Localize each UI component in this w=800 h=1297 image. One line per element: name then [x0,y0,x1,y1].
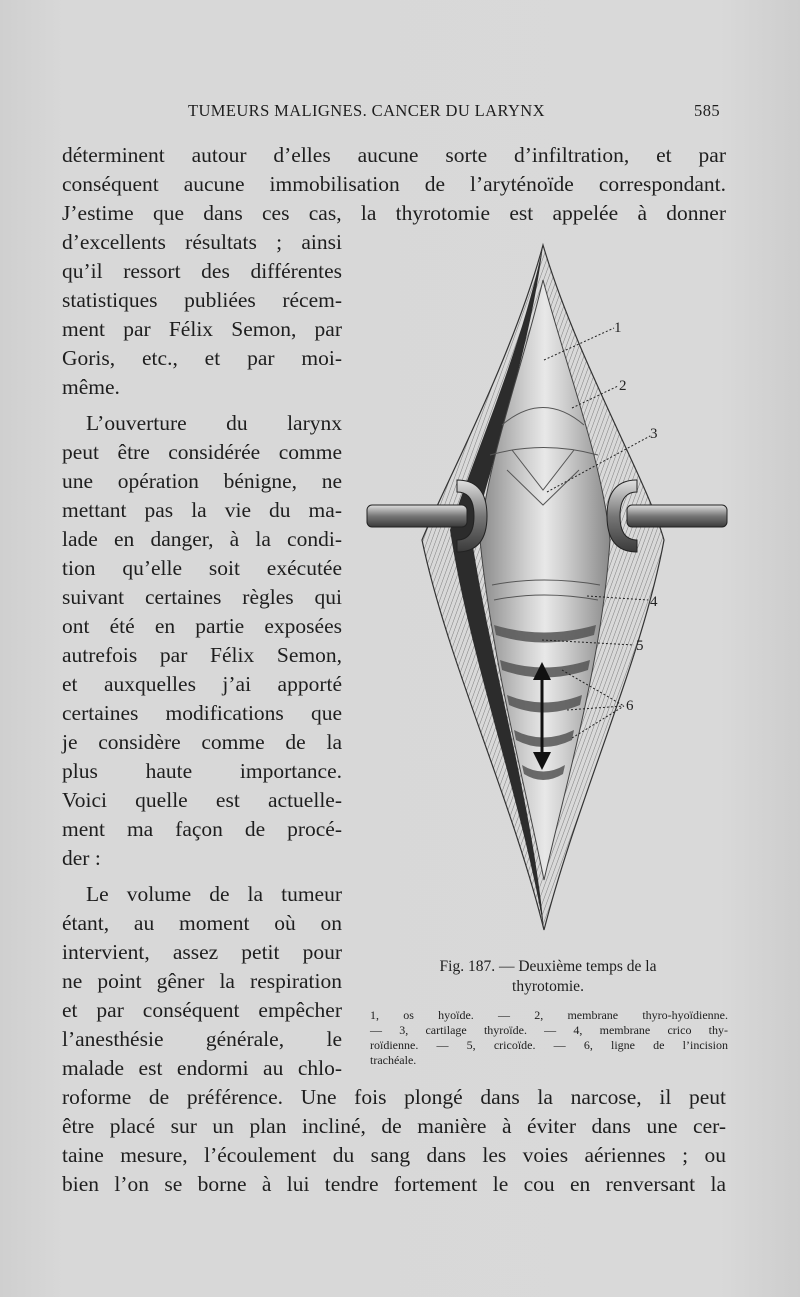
column-line: malade est endormi au chlo- [62,1056,342,1080]
body-line: être placé sur un plan incliné, de manière à éviter dans une cer- [62,1114,726,1138]
column-line: ment ma façon de procé- [62,817,342,841]
column-line: une opération bénigne, ne [62,469,342,493]
column-line: d’excellents résultats ; ainsi [62,230,342,254]
column-line: statistiques publiées récem- [62,288,342,312]
column-line: l’anesthésie générale, le [62,1027,342,1051]
column-line: Goris, etc., et par moi- [62,346,342,370]
column-line: ont été en partie exposées [62,614,342,638]
running-head [188,101,728,125]
body-line: déterminent autour d’elles aucune sorte d’infiltration, et par [62,143,726,167]
figure-label: 3 [650,426,658,442]
column-line: L’ouverture du larynx [86,411,342,435]
body-line: roforme de préférence. Une fois plongé dans la narcose, il peut [62,1085,726,1109]
column-line: peut être considérée comme [62,440,342,464]
legend-line: 1, os hyoïde. — 2, membrane thyro-hyoïdienne. [370,1008,728,1022]
column-line: ment par Félix Semon, par [62,317,342,341]
page-number: 585 [694,101,720,120]
figure-label: 2 [619,378,627,394]
column-line: mettant pas la vie du ma- [62,498,342,522]
legend-line: trachéale. [370,1053,417,1067]
figure-label: 6 [626,698,634,714]
body-line: conséquent aucune immobilisation de l’aryténoïde correspondant. [62,172,726,196]
caption-line: Fig. 187. — Deuxième temps de la [439,958,657,975]
column-line: plus haute importance. [62,759,342,783]
column-line: intervient, assez petit pour [62,940,342,964]
figure-label: 4 [650,594,658,610]
figure-caption [368,957,728,997]
figure-legend [370,1008,728,1068]
column-line: et auxquelles j’ai apporté [62,672,342,696]
column-line: certaines modifications que [62,701,342,725]
column-line: der : [62,846,101,870]
legend-line: roïdienne. — 5, cricoïde. — 6, ligne de l’incision [370,1038,728,1052]
larynx-illustration [362,240,732,950]
column-line: autrefois par Félix Semon, [62,643,342,667]
column-line: suivant certaines règles qui [62,585,342,609]
column-line: tion qu’elle soit exécutée [62,556,342,580]
column-line: lade en danger, à la condi- [62,527,342,551]
body-line: J’estime que dans ces cas, la thyrotomie est appelée à donner [62,201,726,225]
column-line: même. [62,375,120,399]
column-line: Voici quelle est actuelle- [62,788,342,812]
column-line: je considère comme de la [62,730,342,754]
column-line: qu’il ressort des différentes [62,259,342,283]
column-line: étant, au moment où on [62,911,342,935]
figure-label: 1 [614,320,622,336]
legend-line: — 3, cartilage thyroïde. — 4, membrane crico thy- [370,1023,728,1037]
column-line: ne point gêner la respiration [62,969,342,993]
column-line: et par conséquent empêcher [62,998,342,1022]
caption-line: thyrotomie. [512,978,584,995]
running-title: TUMEURS MALIGNES. CANCER DU LARYNX [188,101,545,120]
figure-label: 5 [636,638,644,654]
column-line: Le volume de la tumeur [86,882,342,906]
body-line: bien l’on se borne à lui tendre fortement le cou en renversant la [62,1172,726,1196]
body-line: taine mesure, l’écoulement du sang dans les voies aériennes ; ou [62,1143,726,1167]
